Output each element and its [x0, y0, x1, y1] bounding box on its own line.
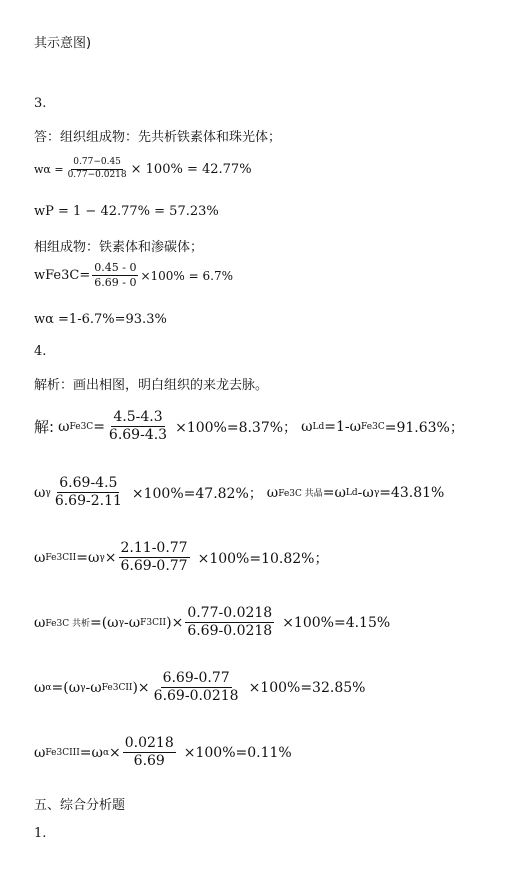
omega-symbol: ω — [34, 549, 46, 566]
omega-symbol: ω — [34, 614, 46, 631]
sol5-denominator: 6.69-0.0218 — [153, 688, 239, 705]
sol1-denominator: 6.69-4.3 — [108, 427, 168, 444]
w-alpha-numerator: 0.77−0.45 — [71, 158, 123, 170]
sol6-fraction — [123, 736, 176, 770]
subscript: Fe3C 共晶 — [278, 489, 323, 500]
omega-symbol: ω — [266, 484, 279, 501]
sol2-mid-text: =ω — [322, 484, 346, 501]
subscript: F3CII — [140, 617, 167, 628]
omega-symbol: ω — [58, 418, 70, 435]
w-fe3c-fraction — [92, 262, 138, 289]
w-fe3c-result: ×100% = 6.7% — [140, 268, 233, 283]
item-number-1: 1. — [34, 826, 47, 841]
sol3-result: ×100%=10.82%； — [197, 550, 329, 567]
solution-line-4 — [34, 606, 390, 640]
sol5-close-text: )× — [132, 679, 150, 696]
subscript: α — [45, 682, 52, 693]
subscript: Ld — [312, 421, 325, 432]
w-p-formula: wP = 1 − 42.77% = 57.23% — [34, 204, 219, 219]
sol4-mid2-text: -ω — [123, 614, 141, 631]
sol2-numerator: 6.69-4.5 — [57, 476, 119, 493]
subscript: Fe3C — [361, 421, 385, 432]
w-alpha-formula — [34, 158, 252, 181]
omega-symbol: ω — [34, 744, 46, 761]
w-fe3c-formula — [34, 262, 233, 289]
times-sign: × — [104, 549, 117, 566]
sol4-close-text: )× — [166, 614, 184, 631]
sol2-denominator: 6.69-2.11 — [54, 493, 122, 510]
sol3-denominator: 6.69-0.77 — [120, 558, 188, 575]
sol4-result: ×100%=4.15% — [282, 614, 391, 631]
sol1-result: ×100%=8.37%； — [175, 419, 298, 436]
subscript: Ld — [345, 487, 358, 498]
subscript: γ — [118, 617, 124, 628]
subscript: α — [102, 747, 110, 758]
solution-line-2 — [34, 476, 444, 510]
w-fe3c-label: wFe3C= — [34, 268, 91, 284]
sol2-result: ×100%=47.82%； — [131, 485, 263, 502]
omega-symbol: ω — [34, 679, 46, 696]
subscript: γ — [99, 552, 105, 563]
sol4-mid-text: =(ω — [89, 614, 119, 631]
equals-sign: = — [93, 418, 105, 435]
subscript: Fe3C — [69, 421, 94, 432]
w-alpha-result: × 100% = 42.77% — [130, 161, 252, 177]
sol5-fraction — [152, 671, 241, 705]
solution-line-1 — [34, 410, 464, 444]
item-number-4: 4. — [34, 344, 47, 359]
solution-line-3 — [34, 541, 328, 575]
phase-composition-line: 相组成物：铁素体和渗碳体； — [34, 240, 204, 255]
omega-symbol: ω — [301, 418, 313, 435]
sol4-numerator: 0.77-0.0218 — [185, 606, 274, 623]
sol6-result: ×100%=0.11% — [183, 744, 292, 761]
sol3-numerator: 2.11-0.77 — [119, 541, 190, 558]
sol2-end-text: =43.81% — [379, 484, 445, 501]
subscript: γ — [373, 487, 380, 498]
sol6-numerator: 0.0218 — [123, 736, 176, 753]
sol4-denominator: 6.69-0.0218 — [187, 623, 273, 640]
w-alpha-label: wα = — [34, 162, 64, 176]
subscript: Fe3CII — [45, 552, 77, 563]
sol1-numerator: 4.5-4.3 — [111, 410, 164, 427]
item-number-3: 3. — [34, 96, 47, 111]
sol5-mid-text: =(ω — [51, 679, 81, 696]
analysis-line: 解析：画出相图，明白组织的来龙去脉。 — [34, 378, 269, 393]
sol2-mid2-text: -ω — [357, 484, 374, 501]
sol2-fraction — [53, 476, 124, 510]
subscript: Fe3C 共析 — [45, 619, 90, 630]
continued-text: 其示意图) — [34, 36, 92, 51]
subscript: γ — [45, 487, 51, 498]
sol6-mid-text: =ω — [79, 744, 103, 761]
solution-line-6 — [34, 736, 292, 770]
subscript: Fe3CII — [101, 682, 133, 693]
w-fe3c-numerator: 0.45 - 0 — [92, 262, 138, 276]
section-five-heading: 五、综合分析题 — [34, 798, 126, 813]
solution-line-5 — [34, 671, 365, 705]
sol6-denominator: 6.69 — [133, 753, 165, 770]
sol1-fraction — [107, 410, 169, 444]
w-fe3c-denominator: 6.69 - 0 — [94, 276, 137, 290]
sol5-result: ×100%=32.85% — [248, 679, 366, 696]
subscript: Fe3CIII — [45, 747, 80, 758]
w-alpha2-formula: wα =1-6.7%=93.3% — [34, 312, 167, 327]
sol1-end-text: =91.63%； — [384, 419, 464, 436]
answer-structure-line: 答：组织组成物：先共析铁素体和珠光体； — [34, 130, 282, 145]
sol4-fraction — [185, 606, 274, 640]
sol3-mid-text: =ω — [76, 549, 100, 566]
sol3-fraction — [119, 541, 190, 575]
solution-prefix: 解: — [34, 418, 55, 437]
w-alpha-fraction — [66, 158, 129, 181]
sol5-mid2-text: -ω — [85, 679, 102, 696]
sol1-mid-text: =1-ω — [324, 418, 362, 435]
sol5-numerator: 6.69-0.77 — [161, 671, 232, 688]
w-alpha-denominator: 0.77−0.0218 — [67, 169, 127, 180]
omega-symbol: ω — [34, 484, 46, 501]
times-sign: × — [109, 744, 121, 761]
subscript: γ — [80, 682, 86, 693]
